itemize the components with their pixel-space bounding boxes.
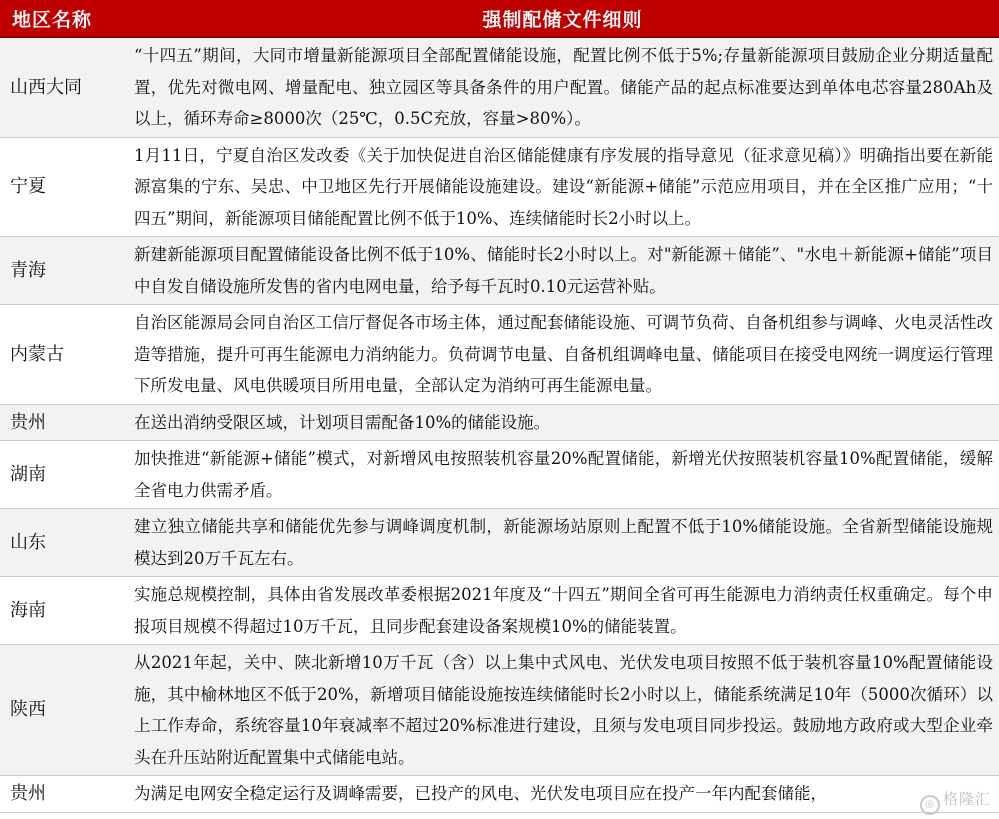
region-cell: 山西大同 xyxy=(0,37,126,137)
logo-circle-icon: ◎ xyxy=(920,795,940,815)
detail-cell: 在送出消纳受限区域，计划项目需配备10%的储能设施。 xyxy=(126,404,999,441)
table-row xyxy=(0,404,999,441)
region-cell: 宁夏 xyxy=(0,137,126,237)
region-cell: 青海 xyxy=(0,237,126,305)
table-row xyxy=(0,509,999,577)
table-row xyxy=(0,237,999,305)
watermark-text: 格隆汇 xyxy=(942,790,991,808)
table-row xyxy=(0,137,999,237)
table-row xyxy=(0,577,999,645)
region-cell: 海南 xyxy=(0,577,126,645)
detail-cell: 建立独立储能共享和储能优先参与调峰调度机制，新能源场站原则上配置不低于10%储能设施。全省新型储能设施规模达到20万千瓦左右。 xyxy=(126,509,999,577)
region-cell: 内蒙古 xyxy=(0,305,126,405)
watermark xyxy=(920,788,991,815)
table-row xyxy=(0,305,999,405)
table-row xyxy=(0,645,999,776)
header-detail-title: 强制配储文件细则 xyxy=(126,0,999,37)
detail-cell: 实施总规模控制，具体由省发展改革委根据2021年度及“十四五”期间全省可再生能源电力消纳责任权重确定。每个申报项目规模不得超过10万千瓦，且同步配套建设备案规模10%的储能装置。 xyxy=(126,577,999,645)
table-row xyxy=(0,441,999,509)
detail-cell: 从2021年起，关中、陕北新增10万千瓦（含）以上集中式风电、光伏发电项目按照不低于装机容量10%配置储能设施，其中榆林地区不低于20%，新增项目储能设施按连续储能时长2小时以上，储能系统满足10年（5000次循环）以上工作寿命，系统容量10年衰减率不超过20%标准进行建设，且须与发电项目同步投运。鼓励地方政府或大型企业牵头在升压站附近配置集中式储能电站。 xyxy=(126,645,999,776)
detail-cell: 新建新能源项目配置储能设备比例不低于10%、储能时长2小时以上。对"新能源＋储能”、"水电＋新能源+储能”项目中自发自储设施所发售的省内电网电量，给予每千瓦时0.10元运营补贴。 xyxy=(126,237,999,305)
detail-cell: 为满足电网安全稳定运行及调峰需要，已投产的风电、光伏发电项目应在投产一年内配套储能， xyxy=(126,776,999,813)
table-header xyxy=(0,0,999,37)
table-row xyxy=(0,776,999,813)
region-cell: 湖南 xyxy=(0,441,126,509)
region-cell: 贵州 xyxy=(0,776,126,813)
region-cell: 陕西 xyxy=(0,645,126,776)
detail-cell: “十四五”期间，大同市增量新能源项目全部配置储能设施，配置比例不低于5%;存量新能源项目鼓励企业分期适量配置，优先对微电网、增量配电、独立园区等具备条件的用户配置。储能产品的起点标准要达到单体电芯容量280Ah及以上，循环寿命≥8000次（25℃，0.5C充放，容量>80%）。 xyxy=(126,37,999,137)
header-region-name: 地区名称 xyxy=(0,0,126,37)
header-row xyxy=(0,0,999,37)
detail-cell: 1月11日，宁夏自治区发改委《关于加快促进自治区储能健康有序发展的指导意见（征求意见稿）》明确指出要在新能源富集的宁东、吴忠、中卫地区先行开展储能设施建设。建设“新能源+储能”示范应用项目，并在全区推广应用；“十四五”期间，新能源项目储能配置比例不低于10%、连续储能时长2小时以上。 xyxy=(126,137,999,237)
table-row xyxy=(0,37,999,137)
region-cell: 贵州 xyxy=(0,404,126,441)
region-cell: 山东 xyxy=(0,509,126,577)
detail-cell: 自治区能源局会同自治区工信厅督促各市场主体，通过配套储能设施、可调节负荷、自备机组参与调峰、火电灵活性改造等措施，提升可再生能源电力消纳能力。负荷调节电量、自备机组调峰电量、储能项目在接受电网统一调度运行管理下所发电量、风电供暖项目所用电量，全部认定为消纳可再生能源电量。 xyxy=(126,305,999,405)
table-body xyxy=(0,37,999,812)
detail-cell: 加快推进“新能源+储能”模式，对新增风电按照装机容量20%配置储能，新增光伏按照装机容量10%配置储能，缓解全省电力供需矛盾。 xyxy=(126,441,999,509)
